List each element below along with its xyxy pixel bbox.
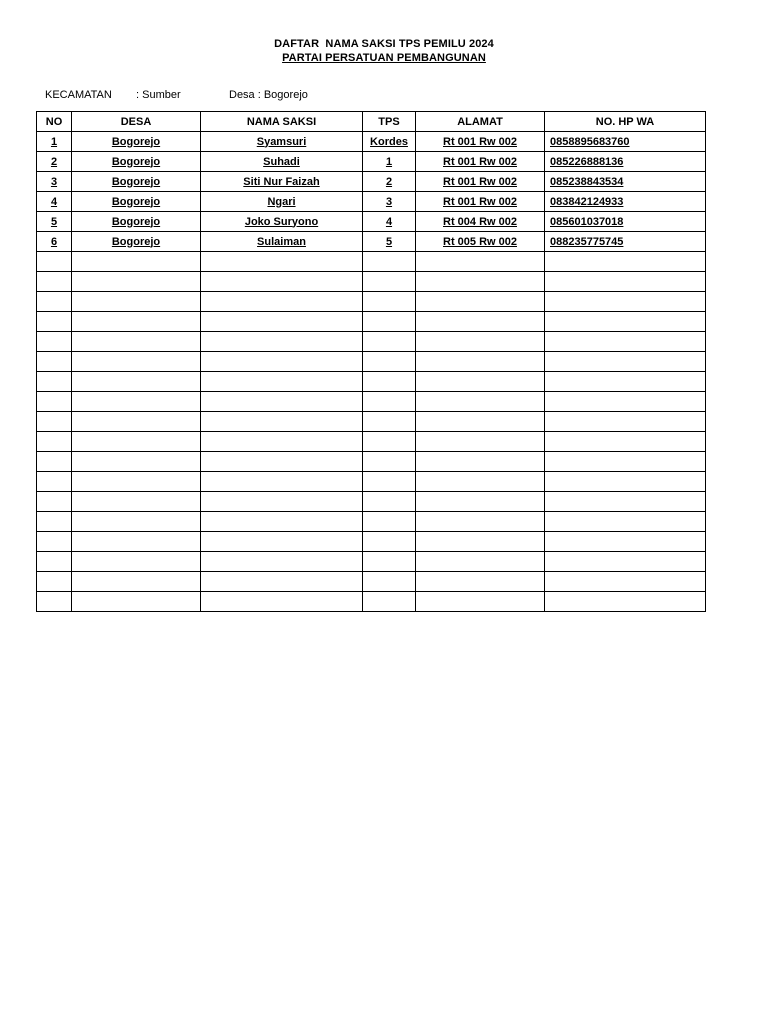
cell-nama-saksi-empty	[201, 492, 363, 512]
cell-nama-saksi-empty	[201, 512, 363, 532]
cell-no-empty	[37, 372, 72, 392]
cell-nama-saksi-empty	[201, 532, 363, 552]
cell-nama-saksi-empty	[201, 552, 363, 572]
cell-no-empty	[37, 472, 72, 492]
cell-nama-saksi: Sulaiman	[201, 232, 363, 252]
cell-alamat-empty	[416, 532, 545, 552]
empty-table-row	[37, 372, 706, 392]
cell-no-hp-wa: 088235775745	[545, 232, 706, 252]
cell-tps-empty	[363, 412, 416, 432]
cell-tps: Kordes	[363, 132, 416, 152]
empty-table-row	[37, 432, 706, 452]
empty-table-row	[37, 332, 706, 352]
cell-no-empty	[37, 512, 72, 532]
header-no: NO	[37, 112, 72, 132]
cell-nama-saksi-empty	[201, 472, 363, 492]
cell-no: 5	[37, 212, 72, 232]
cell-no-empty	[37, 412, 72, 432]
empty-table-row	[37, 452, 706, 472]
cell-desa: Bogorejo	[72, 192, 201, 212]
cell-no-hp-wa-empty	[545, 592, 706, 612]
cell-desa-empty	[72, 272, 201, 292]
cell-tps-empty	[363, 332, 416, 352]
cell-alamat: Rt 001 Rw 002	[416, 152, 545, 172]
cell-alamat-empty	[416, 472, 545, 492]
cell-no-empty	[37, 552, 72, 572]
cell-no-hp-wa-empty	[545, 412, 706, 432]
cell-no-hp-wa-empty	[545, 512, 706, 532]
cell-no-hp-wa-empty	[545, 292, 706, 312]
document-title: DAFTAR NAMA SAKSI TPS PEMILU 2024	[274, 38, 494, 50]
cell-desa-empty	[72, 552, 201, 572]
cell-no-hp-wa: 085226888136	[545, 152, 706, 172]
cell-nama-saksi-empty	[201, 432, 363, 452]
cell-no-hp-wa-empty	[545, 252, 706, 272]
header-no-hp-wa: NO. HP WA	[545, 112, 706, 132]
cell-desa-empty	[72, 292, 201, 312]
cell-tps-empty	[363, 452, 416, 472]
cell-desa: Bogorejo	[72, 132, 201, 152]
cell-desa-empty	[72, 512, 201, 532]
cell-tps-empty	[363, 572, 416, 592]
cell-nama-saksi-empty	[201, 312, 363, 332]
empty-table-row	[37, 492, 706, 512]
cell-no-empty	[37, 492, 72, 512]
cell-desa: Bogorejo	[72, 212, 201, 232]
cell-tps-empty	[363, 532, 416, 552]
cell-tps-empty	[363, 512, 416, 532]
cell-desa: Bogorejo	[72, 172, 201, 192]
cell-desa-empty	[72, 452, 201, 472]
cell-tps: 2	[363, 172, 416, 192]
cell-no-hp-wa-empty	[545, 272, 706, 292]
cell-no-empty	[37, 252, 72, 272]
cell-alamat-empty	[416, 392, 545, 412]
cell-no-empty	[37, 332, 72, 352]
cell-no-hp-wa: 085238843534	[545, 172, 706, 192]
cell-tps-empty	[363, 352, 416, 372]
cell-tps-empty	[363, 432, 416, 452]
cell-nama-saksi-empty	[201, 292, 363, 312]
cell-nama-saksi-empty	[201, 372, 363, 392]
cell-no-empty	[37, 592, 72, 612]
cell-no-empty	[37, 352, 72, 372]
cell-desa-empty	[72, 472, 201, 492]
cell-no-empty	[37, 392, 72, 412]
cell-no-hp-wa-empty	[545, 372, 706, 392]
cell-nama-saksi-empty	[201, 572, 363, 592]
cell-nama-saksi-empty	[201, 272, 363, 292]
cell-desa-empty	[72, 372, 201, 392]
table-row	[37, 172, 706, 192]
empty-table-row	[37, 572, 706, 592]
table-header-row	[37, 112, 706, 132]
cell-alamat-empty	[416, 432, 545, 452]
cell-alamat: Rt 001 Rw 002	[416, 172, 545, 192]
cell-no-empty	[37, 452, 72, 472]
cell-nama-saksi-empty	[201, 252, 363, 272]
cell-no: 2	[37, 152, 72, 172]
cell-no-hp-wa: 083842124933	[545, 192, 706, 212]
cell-no-hp-wa-empty	[545, 392, 706, 412]
cell-no-empty	[37, 572, 72, 592]
cell-nama-saksi-empty	[201, 392, 363, 412]
empty-table-row	[37, 272, 706, 292]
cell-nama-saksi-empty	[201, 452, 363, 472]
table-row	[37, 212, 706, 232]
cell-no-hp-wa-empty	[545, 352, 706, 372]
cell-no: 4	[37, 192, 72, 212]
cell-no-hp-wa-empty	[545, 432, 706, 452]
cell-desa-empty	[72, 492, 201, 512]
cell-nama-saksi: Ngari	[201, 192, 363, 212]
cell-nama-saksi: Joko Suryono	[201, 212, 363, 232]
empty-table-row	[37, 352, 706, 372]
empty-table-row	[37, 592, 706, 612]
cell-tps-empty	[363, 552, 416, 572]
cell-no-empty	[37, 292, 72, 312]
cell-tps-empty	[363, 492, 416, 512]
cell-tps-empty	[363, 372, 416, 392]
cell-nama-saksi: Suhadi	[201, 152, 363, 172]
cell-alamat-empty	[416, 592, 545, 612]
cell-alamat-empty	[416, 312, 545, 332]
kecamatan-label: KECAMATAN	[45, 89, 112, 101]
empty-table-row	[37, 532, 706, 552]
cell-no-hp-wa-empty	[545, 472, 706, 492]
cell-desa-empty	[72, 592, 201, 612]
cell-tps-empty	[363, 252, 416, 272]
cell-desa-empty	[72, 352, 201, 372]
cell-desa-empty	[72, 432, 201, 452]
cell-desa-empty	[72, 392, 201, 412]
desa-info: Desa : Bogorejo	[229, 89, 308, 101]
cell-no-hp-wa-empty	[545, 572, 706, 592]
cell-alamat: Rt 001 Rw 002	[416, 132, 545, 152]
cell-no-hp-wa-empty	[545, 332, 706, 352]
cell-alamat-empty	[416, 512, 545, 532]
table-row	[37, 152, 706, 172]
table-row	[37, 232, 706, 252]
cell-alamat-empty	[416, 412, 545, 432]
cell-desa: Bogorejo	[72, 152, 201, 172]
cell-alamat-empty	[416, 292, 545, 312]
empty-table-row	[37, 252, 706, 272]
cell-tps: 3	[363, 192, 416, 212]
cell-tps-empty	[363, 592, 416, 612]
cell-alamat-empty	[416, 352, 545, 372]
cell-no: 1	[37, 132, 72, 152]
cell-tps-empty	[363, 292, 416, 312]
cell-no: 3	[37, 172, 72, 192]
cell-no-empty	[37, 432, 72, 452]
cell-desa: Bogorejo	[72, 232, 201, 252]
cell-alamat-empty	[416, 272, 545, 292]
cell-alamat-empty	[416, 452, 545, 472]
cell-tps-empty	[363, 272, 416, 292]
cell-desa-empty	[72, 312, 201, 332]
empty-table-row	[37, 512, 706, 532]
cell-desa-empty	[72, 332, 201, 352]
table-row	[37, 132, 706, 152]
cell-nama-saksi-empty	[201, 332, 363, 352]
cell-alamat: Rt 005 Rw 002	[416, 232, 545, 252]
cell-no-hp-wa: 0858895683760	[545, 132, 706, 152]
empty-table-row	[37, 292, 706, 312]
cell-alamat-empty	[416, 332, 545, 352]
cell-nama-saksi-empty	[201, 352, 363, 372]
party-name: PARTAI PERSATUAN PEMBANGUNAN	[282, 52, 486, 64]
cell-alamat-empty	[416, 252, 545, 272]
cell-tps: 5	[363, 232, 416, 252]
cell-nama-saksi: Siti Nur Faizah	[201, 172, 363, 192]
cell-no-empty	[37, 312, 72, 332]
cell-nama-saksi-empty	[201, 592, 363, 612]
cell-tps: 1	[363, 152, 416, 172]
cell-no: 6	[37, 232, 72, 252]
cell-no-hp-wa: 085601037018	[545, 212, 706, 232]
header-alamat: ALAMAT	[416, 112, 545, 132]
cell-no-hp-wa-empty	[545, 552, 706, 572]
cell-desa-empty	[72, 532, 201, 552]
header-tps: TPS	[363, 112, 416, 132]
empty-table-row	[37, 312, 706, 332]
saksi-table	[36, 111, 706, 612]
table-row	[37, 192, 706, 212]
cell-tps-empty	[363, 472, 416, 492]
empty-table-row	[37, 412, 706, 432]
header-desa: DESA	[72, 112, 201, 132]
cell-tps-empty	[363, 392, 416, 412]
cell-no-hp-wa-empty	[545, 532, 706, 552]
cell-desa-empty	[72, 412, 201, 432]
cell-tps-empty	[363, 312, 416, 332]
cell-no-hp-wa-empty	[545, 492, 706, 512]
cell-alamat-empty	[416, 372, 545, 392]
cell-desa-empty	[72, 252, 201, 272]
cell-no-empty	[37, 272, 72, 292]
cell-no-hp-wa-empty	[545, 452, 706, 472]
header-nama-saksi: NAMA SAKSI	[201, 112, 363, 132]
cell-alamat-empty	[416, 572, 545, 592]
kecamatan-value: : Sumber	[136, 89, 181, 101]
cell-desa-empty	[72, 572, 201, 592]
empty-table-row	[37, 552, 706, 572]
cell-nama-saksi-empty	[201, 412, 363, 432]
cell-alamat-empty	[416, 492, 545, 512]
cell-alamat-empty	[416, 552, 545, 572]
cell-tps: 4	[363, 212, 416, 232]
table-body	[37, 132, 706, 612]
empty-table-row	[37, 392, 706, 412]
cell-no-hp-wa-empty	[545, 312, 706, 332]
cell-alamat: Rt 001 Rw 002	[416, 192, 545, 212]
cell-nama-saksi: Syamsuri	[201, 132, 363, 152]
empty-table-row	[37, 472, 706, 492]
cell-no-empty	[37, 532, 72, 552]
cell-alamat: Rt 004 Rw 002	[416, 212, 545, 232]
